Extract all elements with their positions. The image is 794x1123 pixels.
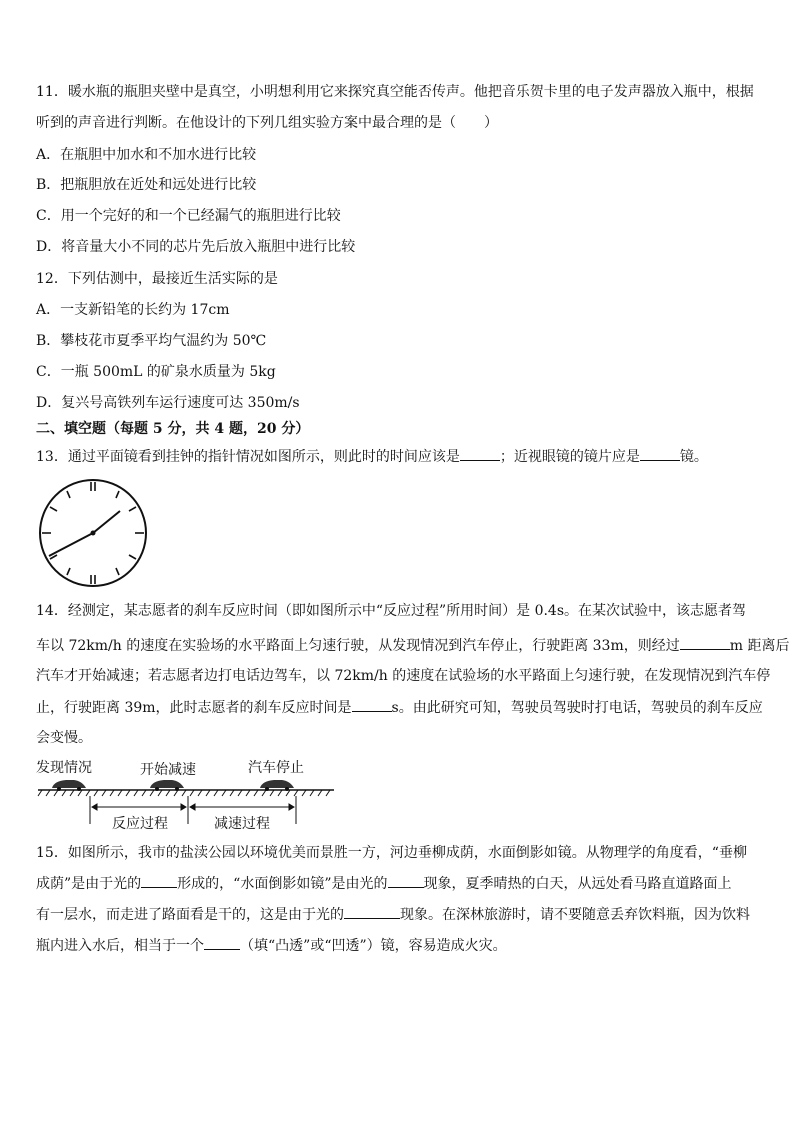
q15-line3: [36, 904, 758, 925]
q14-line2-a: 车以 72km/h 的速度在实验场的水平路面上匀速行驶，从发现情况到汽车停止，行驶距离 33m，则经过: [36, 638, 680, 654]
q11-option-a: A．在瓶胆中加水和不加水进行比较: [36, 147, 257, 163]
q15-line2-c: 现象，夏季晴热的白天，从远处看马路直道路面上: [423, 876, 732, 892]
q11-option-c: C．用一个完好的和一个已经漏气的瓶胆进行比较: [36, 208, 341, 224]
q15-line3-b: 现象。在深林旅游时，请不要随意丢弃饮料瓶，因为饮料: [400, 907, 750, 923]
q11-option-d: D．将音量大小不同的芯片先后放入瓶胆中进行比较: [36, 239, 356, 255]
q14-line4: [36, 697, 763, 718]
label-start-decel: 开始减速: [140, 762, 196, 778]
q11-stem-line2: 听到的声音进行判断。在他设计的下列几组实验方案中最合理的是（ ）: [36, 115, 498, 131]
q13-part3: 镜。: [679, 449, 708, 465]
q15-blank-1[interactable]: [141, 873, 177, 888]
q15-blank-3[interactable]: [344, 904, 400, 919]
label-reaction-process: 反应过程: [112, 816, 168, 832]
q15-line1: 15．如图所示，我市的盐渎公园以环境优美而景胜一方，河边垂柳成荫，水面倒影如镜。从物理学的角度看，“垂柳: [36, 845, 747, 861]
q13-stem: [36, 446, 758, 467]
q12-stem: 12．下列估测中，最接近生活实际的是: [36, 271, 278, 287]
q13-blank-time[interactable]: [460, 446, 500, 461]
braking-process-diagram: [34, 756, 344, 834]
q14-line3: 汽车才开始减速；若志愿者边打电话边驾车，以 72km/h 的速度在试验场的水平路面上匀速行驶，在发现情况到汽车停: [36, 668, 771, 684]
q15-line4: [36, 935, 758, 956]
section-2-heading: 二、填空题（每题 5 分，共 4 题，20 分）: [36, 421, 310, 437]
mirror-clock-figure: [34, 476, 154, 590]
q15-line2-b: 形成的，“水面倒影如镜”是由光的: [177, 876, 388, 892]
q15-blank-2[interactable]: [388, 873, 424, 888]
q12-option-c: C．一瓶 500mL 的矿泉水质量为 5kg: [36, 364, 276, 380]
q12-option-d: D．复兴号高铁列车运行速度可达 350m/s: [36, 395, 300, 411]
q15-line4-b: （填“凸透”或“凹透”）镜，容易造成火灾。: [240, 938, 507, 954]
q14-line4-b: s。由此研究可知，驾驶员驾驶时打电话，驾驶员的刹车反应: [391, 700, 763, 716]
q13-part1: 13．通过平面镜看到挂钟的指针情况如图所示，则此时的时间应该是: [36, 449, 460, 465]
road-hatching: [38, 790, 330, 796]
q11-option-b: B．把瓶胆放在近处和远处进行比较: [36, 177, 257, 193]
q15-blank-4[interactable]: [204, 935, 240, 950]
q13-blank-lens[interactable]: [640, 446, 680, 461]
label-braking-process: 减速过程: [214, 816, 270, 832]
label-discover: 发现情况: [36, 760, 92, 776]
q14-blank-distance[interactable]: [680, 635, 730, 650]
clock-hour-hand: [93, 511, 120, 533]
q14-line2-b: m 距离后: [729, 638, 790, 654]
q14-blank-reaction-time[interactable]: [352, 697, 392, 712]
q14-line5: 会变慢。: [36, 730, 92, 746]
q15-line4-a: 瓶内进入水后，相当于一个: [36, 938, 204, 954]
clock-center: [91, 531, 96, 536]
label-car-stop: 汽车停止: [248, 760, 304, 776]
q13-part2: ；近视眼镜的镜片应是: [499, 449, 640, 465]
q11-stem-line1: 11．暖水瓶的瓶胆夹壁中是真空，小明想利用它来探究真空能否传声。他把音乐贺卡里的电子发声器放入瓶中，根据: [36, 84, 754, 100]
q14-line1: 14．经测定，某志愿者的刹车反应时间（即如图所示中“反应过程”所用时间）是 0.4s。在某次试验中，该志愿者驾: [36, 603, 747, 619]
q15-line2: [36, 873, 758, 894]
q14-line2: [36, 635, 790, 656]
q15-line3-a: 有一层水，而走进了路面看是干的，这是由于光的: [36, 907, 344, 923]
q12-option-b: B．攀枝花市夏季平均气温约为 50℃: [36, 333, 267, 349]
q15-line2-a: 成荫”是由于光的: [36, 876, 142, 892]
q12-option-a: A．一支新铅笔的长约为 17cm: [36, 302, 230, 318]
clock-minute-hand: [49, 533, 93, 556]
q14-line4-a: 止，行驶距离 39m，此时志愿者的刹车反应时间是: [36, 700, 352, 716]
